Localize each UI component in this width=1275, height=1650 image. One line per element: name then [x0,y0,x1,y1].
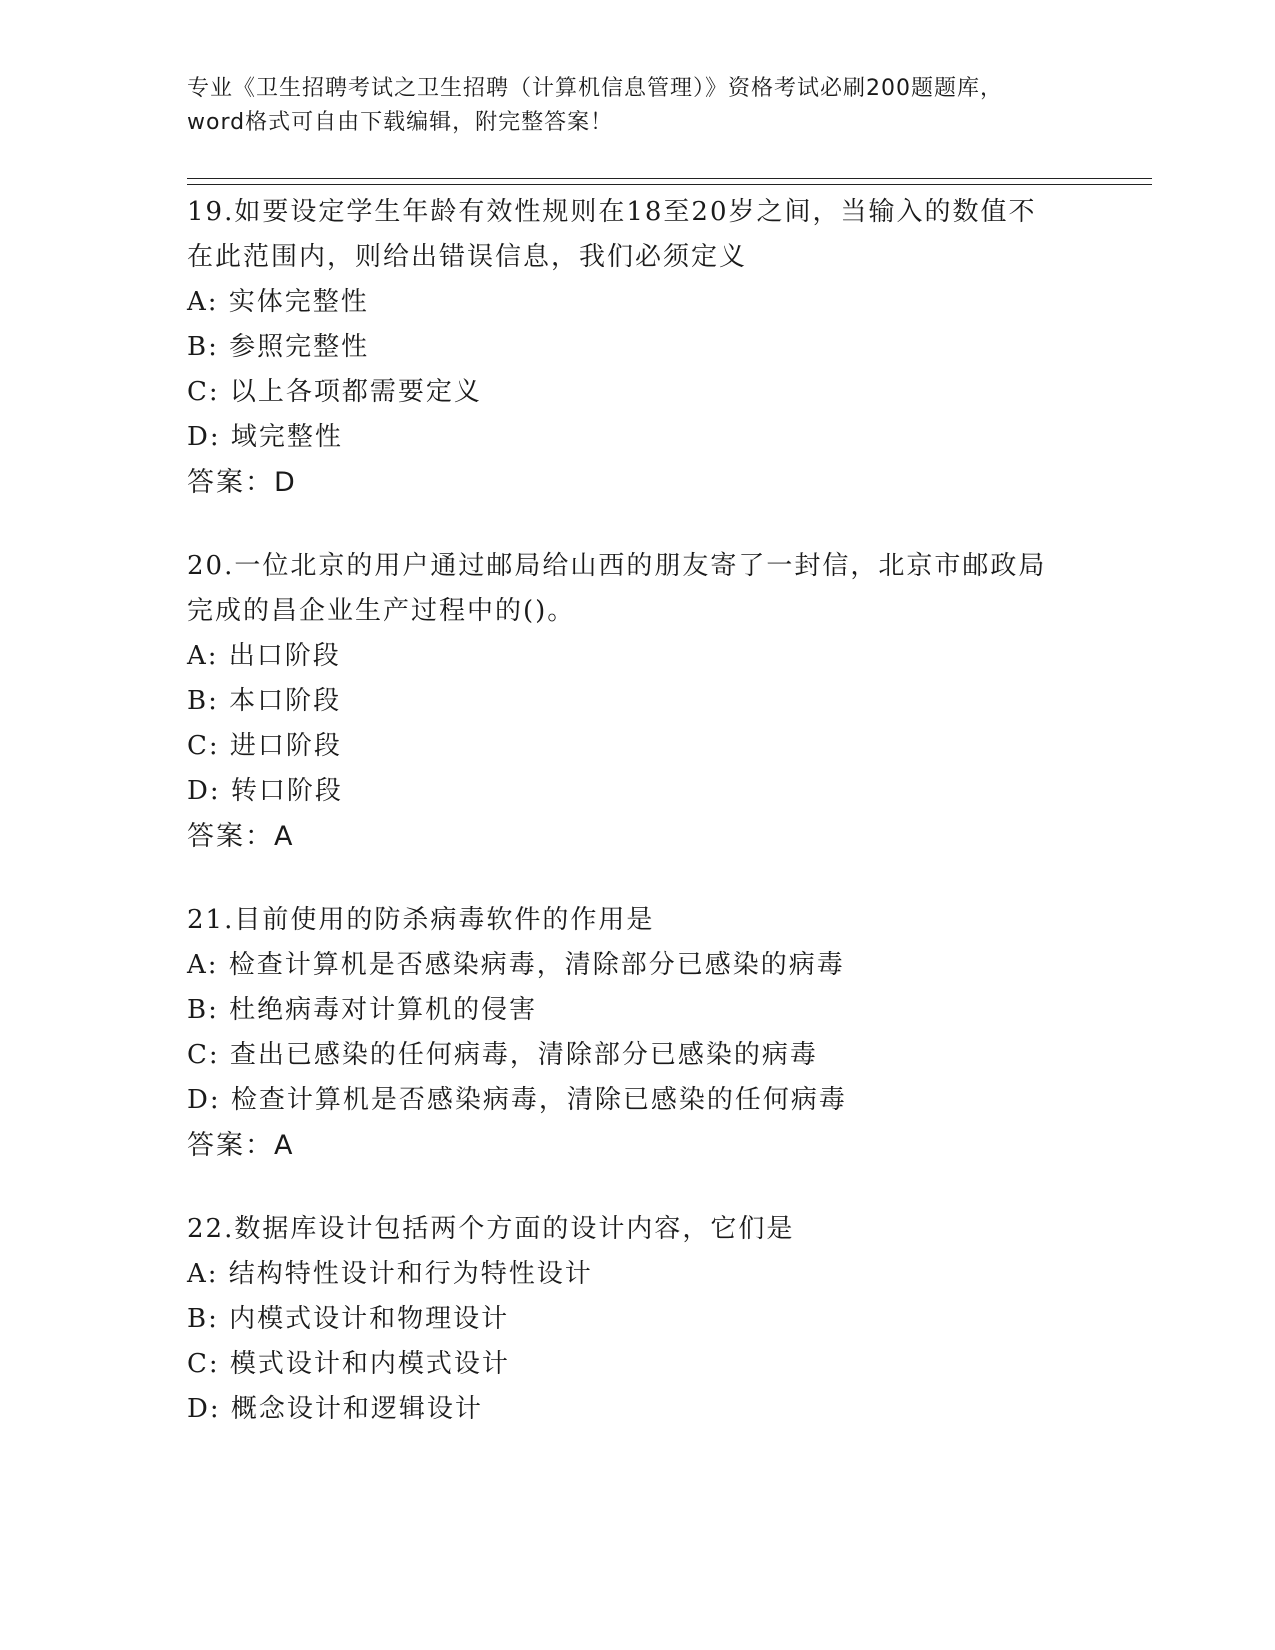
header-line-2: word格式可自由下载编辑，附完整答案！ [187,110,614,135]
option-a: A: 出口阶段 [187,641,341,671]
answer-line: 答案：D [187,467,297,498]
option-c: C: 以上各项都需要定义 [187,377,482,407]
option-a: A: 实体完整性 [187,287,369,317]
option-c: C: 查出已感染的任何病毒，清除部分已感染的病毒 [187,1040,818,1070]
document-header [187,72,1087,140]
question-22 [187,1207,1087,1432]
question-text: 在此范围内，则给出错误信息，我们必须定义 [187,242,748,272]
option-b: B: 内模式设计和物理设计 [187,1304,510,1334]
option-a: A: 检查计算机是否感染病毒，清除部分已感染的病毒 [187,950,845,980]
question-text: 21.目前使用的防杀病毒软件的作用是 [187,905,655,935]
answer-line: 答案：A [187,1130,295,1161]
question-text: 完成的昌企业生产过程中的()。 [187,596,576,626]
question-list [187,190,1087,1471]
header-rule-top [187,178,1152,179]
option-d: D: 检查计算机是否感染病毒，清除已感染的任何病毒 [187,1085,847,1115]
question-text: 19.如要设定学生年龄有效性规则在18至20岁之间，当输入的数值不 [187,197,1037,227]
header-rule-bottom [187,184,1152,185]
question-text: 22.数据库设计包括两个方面的设计内容，它们是 [187,1214,795,1244]
question-20 [187,544,1087,859]
option-c: C: 模式设计和内模式设计 [187,1349,510,1379]
option-a: A: 结构特性设计和行为特性设计 [187,1259,593,1289]
option-d: D: 域完整性 [187,422,343,452]
option-d: D: 概念设计和逻辑设计 [187,1394,483,1424]
answer-line: 答案：A [187,821,295,852]
option-d: D: 转口阶段 [187,776,343,806]
header-line-1: 专业《卫生招聘考试之卫生招聘（计算机信息管理）》资格考试必刷200题题库， [187,76,1003,101]
option-b: B: 参照完整性 [187,332,370,362]
option-c: C: 进口阶段 [187,731,342,761]
option-b: B: 杜绝病毒对计算机的侵害 [187,995,538,1025]
question-21 [187,898,1087,1168]
option-b: B: 本口阶段 [187,686,342,716]
question-19 [187,190,1087,505]
question-text: 20.一位北京的用户通过邮局给山西的朋友寄了一封信，北京市邮政局 [187,551,1047,581]
